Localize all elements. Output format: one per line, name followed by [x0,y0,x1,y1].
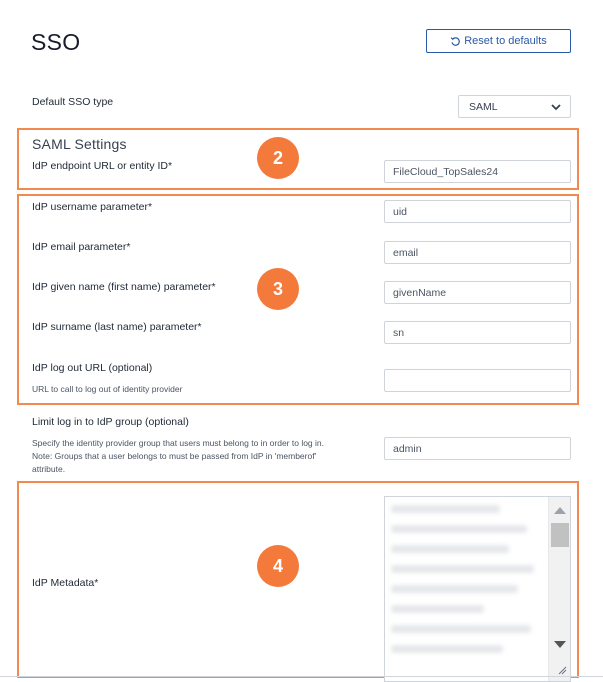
scroll-thumb[interactable] [551,523,569,547]
undo-icon [450,36,461,47]
scroll-up-icon[interactable] [554,507,566,514]
default-sso-type-label: Default SSO type [32,96,114,108]
reset-label: Reset to defaults [464,35,547,47]
idp-group-input[interactable] [384,437,571,460]
default-sso-type-select[interactable] [458,95,571,118]
idp-surname-input[interactable] [384,321,571,344]
idp-metadata-textarea[interactable] [384,496,571,682]
idp-given-name-value: givenName [393,286,447,299]
idp-endpoint-label: IdP endpoint URL or entity ID* [32,160,173,172]
metadata-scrollbar[interactable] [548,497,570,681]
callout-badge-2: 2 [257,137,299,179]
idp-given-name-input[interactable] [384,281,571,304]
idp-logout-input[interactable] [384,369,571,392]
idp-username-label: IdP username parameter* [32,201,153,213]
idp-endpoint-value: FileCloud_TopSales24 [393,165,499,178]
idp-email-label: IdP email parameter* [32,241,131,253]
default-sso-type-value: SAML [469,100,498,113]
idp-username-input[interactable] [384,200,571,223]
idp-group-help-1: Specify the identity provider group that users must belong to in order to log in. [32,438,324,448]
scroll-down-icon[interactable] [554,641,566,648]
resize-grip-icon[interactable] [557,665,567,675]
idp-endpoint-input[interactable] [384,160,571,183]
idp-username-value: uid [393,205,408,218]
callout-badge-4: 4 [257,545,299,587]
page-title: SSO [31,29,81,55]
idp-group-help-3: attribute. [32,464,66,474]
saml-settings-heading: SAML Settings [32,136,127,152]
idp-email-value: email [393,246,419,259]
idp-email-input[interactable] [384,241,571,264]
idp-group-label: Limit log in to IdP group (optional) [32,416,189,428]
idp-given-name-label: IdP given name (first name) parameter* [32,281,216,293]
idp-group-value: admin [393,442,422,455]
idp-logout-help: URL to call to log out of identity provider [32,384,183,394]
metadata-content-blurred [391,505,546,665]
callout-badge-3: 3 [257,268,299,310]
idp-logout-label: IdP log out URL (optional) [32,362,153,374]
bottom-divider [0,676,603,677]
idp-group-help-2: Note: Groups that a user belongs to must be passed from IdP in 'memberof' [32,451,317,461]
reset-to-defaults-button[interactable] [426,29,571,53]
chevron-down-icon [550,101,562,113]
idp-metadata-label: IdP Metadata* [32,577,99,589]
idp-surname-value: sn [393,326,405,339]
idp-surname-label: IdP surname (last name) parameter* [32,321,202,333]
